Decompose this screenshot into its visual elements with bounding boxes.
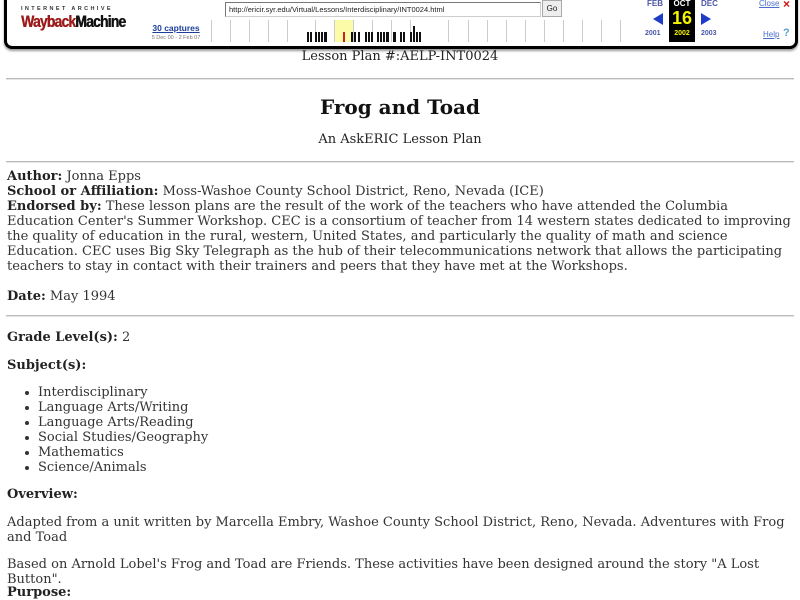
captures-date-range: 5 Dec 00 - 2 Feb 07: [151, 35, 201, 41]
current-month: OCT: [673, 0, 691, 8]
sparkline-gridline: [268, 20, 269, 42]
capture-bar: [365, 32, 367, 42]
capture-bar-current: [343, 32, 345, 42]
next-year-link[interactable]: 2003: [701, 30, 717, 37]
capture-calendar: [639, 0, 734, 42]
capture-bar: [318, 32, 320, 42]
capture-bar: [351, 32, 353, 42]
sparkline-gridline: [249, 20, 250, 42]
capture-bar: [354, 32, 356, 42]
sparkline-gridline: [601, 20, 602, 42]
list-item: Social Studies/Geography: [38, 430, 209, 445]
wordmark-wayback: Wayback: [21, 12, 76, 31]
capture-bar: [410, 32, 412, 42]
list-item: Language Arts/Reading: [38, 415, 208, 430]
capture-bar: [324, 32, 327, 42]
divider: [6, 315, 794, 317]
wordmark-machine: Machine: [75, 12, 126, 31]
capture-bar: [371, 32, 373, 42]
date-value: May 1994: [49, 289, 116, 304]
date-label: Date:: [7, 289, 46, 304]
divider: [6, 78, 794, 80]
close-icon[interactable]: ×: [783, 0, 791, 11]
internet-archive-label: INTERNET ARCHIVE: [21, 6, 113, 12]
overview-paragraph-1: Adapted from a unit written by Marcella Embry, Washoe County School District, Reno, Nevada. Adventures with Frog and Toad: [7, 515, 785, 545]
help-icon[interactable]: ?: [783, 27, 790, 39]
sparkline-gridline: [487, 20, 488, 42]
author-label: Author:: [7, 169, 63, 184]
capture-bar: [413, 26, 415, 42]
sparkline-gridline: [287, 20, 288, 42]
next-month-link[interactable]: DEC: [701, 0, 718, 8]
list-item: Mathematics: [38, 445, 208, 460]
overview-heading: [7, 487, 795, 502]
endorsed-value: These lesson plans are the result of the work of the teachers who have attended the Columbia Education Center's Summer Workshop. CEC is a consortium of teacher from 14 western states dedicated to improving the quality of education in the rural, western, United States, and particularly the quality of math and science Education. CEC uses Big Sky Telegraph as the hub of their telecommunications network that allows the participating teachers to stay in contact with their trainers and peers that they have met at the Workshops.: [7, 199, 791, 274]
prev-year-link[interactable]: 2001: [645, 30, 661, 37]
metadata-block: [7, 169, 795, 274]
subjects-label: Subject(s):: [7, 358, 87, 373]
capture-bar: [321, 32, 323, 42]
prev-month-link[interactable]: FEB: [647, 0, 663, 8]
current-capture-date: [669, 0, 695, 42]
grade-value: 2: [122, 330, 131, 345]
purpose-heading: [7, 585, 795, 600]
help-link[interactable]: Help: [763, 30, 780, 39]
sparkline-gridline: [582, 20, 583, 42]
sparkline-gridline: [334, 20, 335, 42]
capture-bar: [310, 32, 312, 42]
author-row: [7, 169, 795, 184]
prev-capture-arrow-icon[interactable]: [653, 13, 663, 25]
sparkline-gridline: [468, 20, 469, 42]
sparkline-gridline: [563, 20, 564, 42]
capture-bar: [358, 32, 360, 42]
current-day: 16: [671, 8, 693, 28]
capture-bar: [386, 32, 389, 42]
divider: [6, 161, 794, 163]
capture-bar: [383, 32, 385, 42]
wayback-toolbar: [4, 0, 798, 49]
list-item: Science/Animals: [38, 460, 208, 475]
subjects-list: [38, 385, 208, 475]
capture-bar: [368, 32, 370, 42]
go-button[interactable]: Go: [542, 0, 562, 17]
captures-link[interactable]: 30 captures: [152, 23, 200, 33]
sparkline-gridline: [230, 20, 231, 42]
wayback-machine-wordmark: [21, 12, 126, 31]
lesson-plan-number: Lesson Plan #:AELP-INT0024: [301, 49, 499, 64]
overview-paragraph-2: Based on Arnold Lobel's Frog and Toad are Friends. These activities have been designed around the story "A Lost Button".: [7, 557, 760, 587]
url-input[interactable]: http://ericir.syr.edu/Virtual/Lessons/Interdisciplinary/INT0024.html: [225, 2, 541, 17]
purpose-label: Purpose:: [7, 585, 72, 600]
capture-bar: [307, 32, 309, 42]
list-item: Language Arts/Writing: [38, 400, 208, 415]
sparkline-gridline: [525, 20, 526, 42]
page-subtitle: An AskERIC Lesson Plan: [318, 132, 482, 147]
sparkline-gridline: [211, 20, 212, 42]
subjects-heading: [7, 358, 795, 373]
page-title: Frog and Toad: [320, 95, 480, 119]
sparkline-gridline: [448, 20, 449, 42]
close-link[interactable]: Close: [759, 0, 780, 8]
endorsed-row: [7, 199, 795, 274]
current-year: 2002: [674, 30, 690, 37]
grade-label: Grade Level(s):: [7, 330, 118, 345]
capture-bar: [393, 32, 396, 42]
capture-bar: [400, 32, 402, 42]
wayback-logo[interactable]: [21, 6, 126, 31]
school-label: School or Affiliation:: [7, 184, 159, 199]
overview-label: Overview:: [7, 487, 78, 502]
endorsed-label: Endorsed by:: [7, 199, 102, 214]
sparkline-gridline: [620, 20, 621, 42]
capture-bar: [315, 32, 317, 42]
sparkline-gridline: [506, 20, 507, 42]
capture-bar: [416, 32, 418, 42]
next-capture-arrow-icon[interactable]: [701, 13, 711, 25]
list-item: Interdisciplinary: [38, 385, 208, 400]
school-value: Moss-Washoe County School District, Reno, Nevada (ICE): [162, 184, 544, 199]
captures-sparkline[interactable]: [211, 20, 631, 42]
grade-row: [7, 330, 795, 345]
captures-info: [143, 23, 209, 41]
capture-bar: [380, 32, 382, 42]
school-row: [7, 184, 795, 199]
sparkline-gridline: [544, 20, 545, 42]
capture-bar: [377, 32, 379, 42]
sparkline-gridline: [391, 20, 392, 42]
capture-bar: [403, 32, 405, 42]
capture-bar: [419, 32, 421, 42]
author-value: Jonna Epps: [66, 169, 141, 184]
date-row: [7, 289, 795, 304]
